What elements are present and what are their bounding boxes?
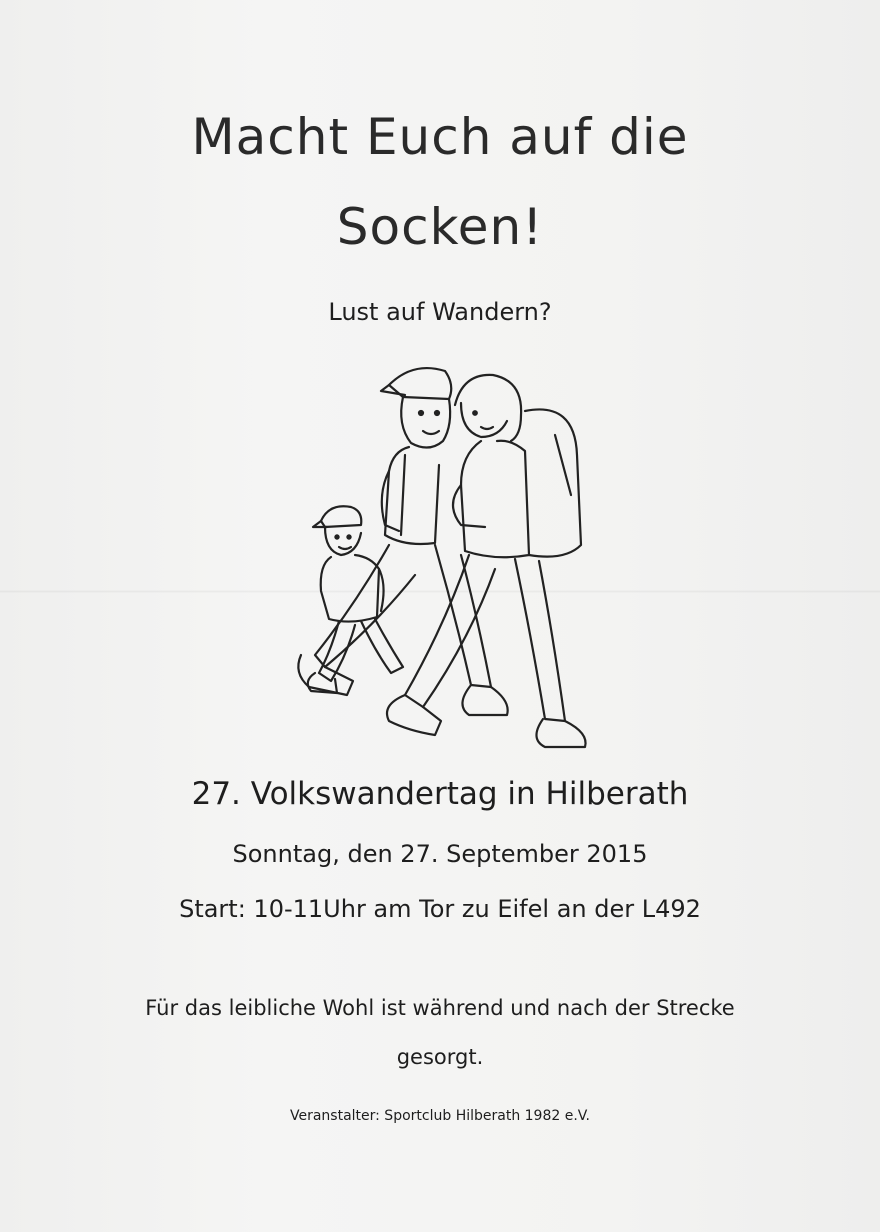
headline-line-2: Socken! — [336, 198, 544, 256]
father-figure — [298, 368, 507, 715]
event-date: Sonntag, den 27. September 2015 — [232, 840, 648, 868]
start-info: Start: 10-11Uhr am Tor zu Eifel an der L492 — [179, 895, 701, 923]
catering-note-line-1: Für das leibliche Wohl ist während und nach der Strecke — [145, 996, 735, 1020]
mother-figure — [387, 375, 586, 747]
event-title: 27. Volkswandertag in Hilberath — [191, 776, 689, 812]
headline-line-1: Macht Euch auf die — [191, 108, 689, 166]
organizer-credit: Veranstalter: Sportclub Hilberath 1982 e.V. — [289, 1108, 591, 1124]
subtitle: Lust auf Wandern? — [328, 298, 552, 326]
catering-note-line-2: gesorgt. — [396, 1045, 484, 1069]
hiking-family-icon — [285, 355, 595, 755]
